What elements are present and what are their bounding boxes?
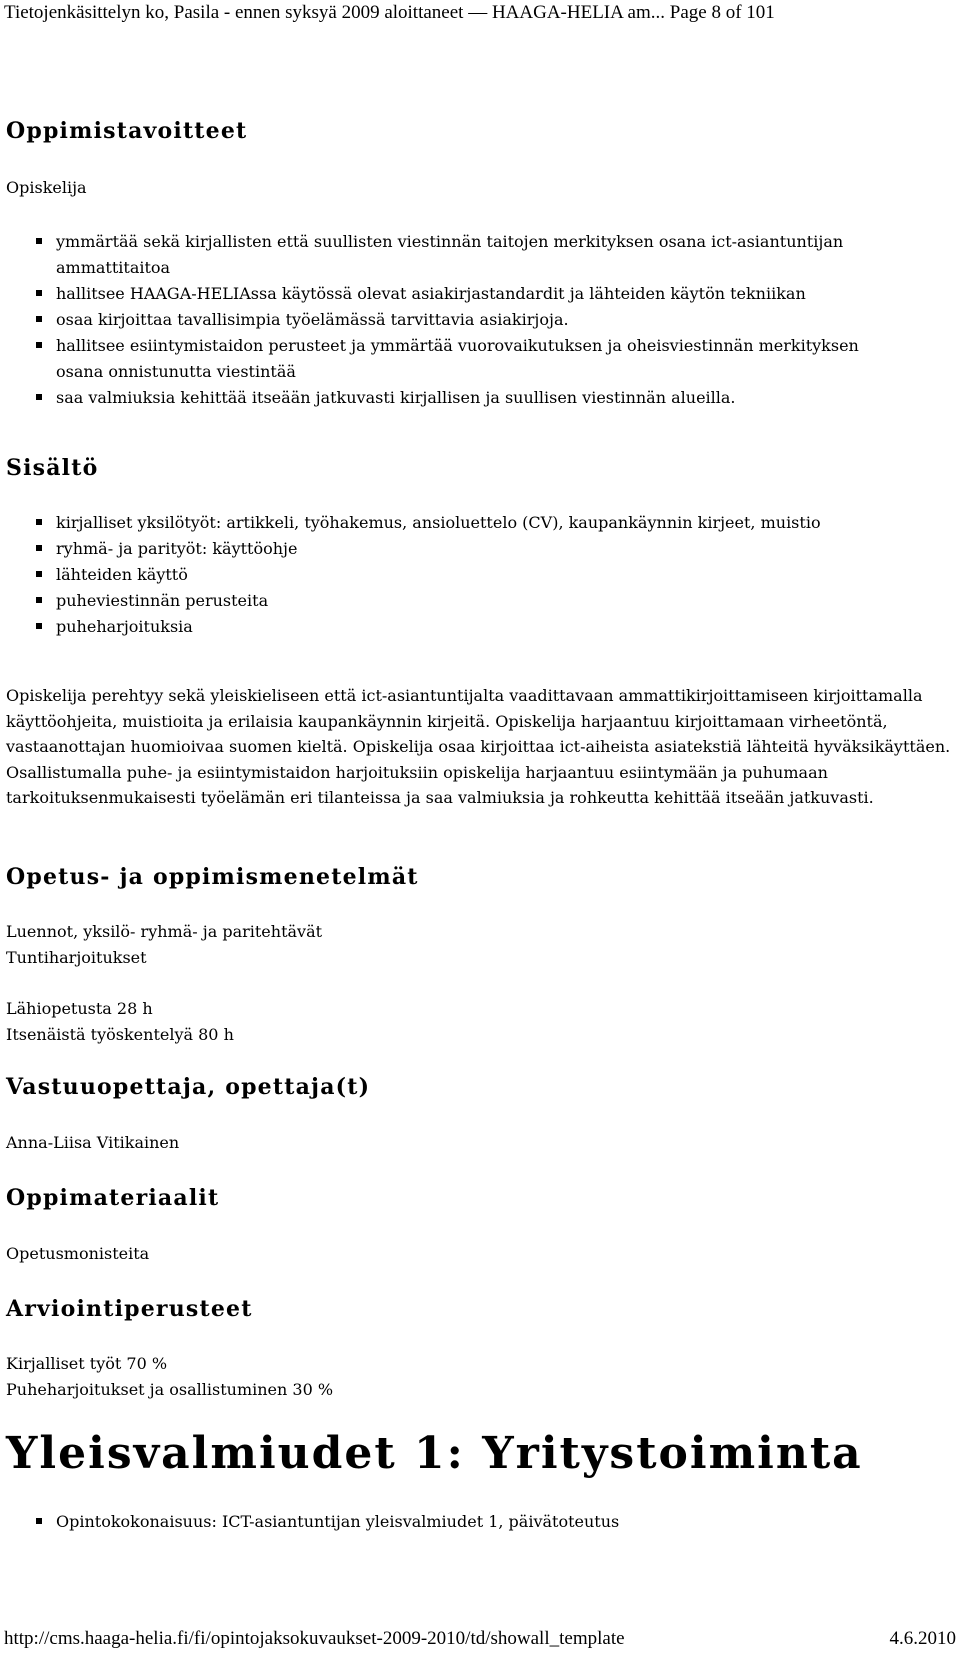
list-item: lähteiden käyttö [6,562,911,588]
list-item: hallitsee esiintymistaidon perusteet ja ymmärtää vuorovaikutuksen ja oheisviestinnän merkityksen osana onnistunutta viestintää [6,333,911,385]
list-item: puheharjoituksia [6,614,911,640]
page-footer [4,1628,956,1650]
list-item: hallitsee HAAGA-HELIAssa käytössä olevat asiakirjastandardit ja lähteiden käytön tekniikan [6,281,911,307]
objectives-intro: Opiskelija [6,178,87,197]
methods-line-3: Lähiopetusta 28 h [6,999,153,1018]
assessment-heading: Arviointiperusteet [6,1296,253,1322]
course-title: Yleisvalmiudet 1: Yritystoiminta [6,1428,863,1479]
methods-line-4: Itsenäistä työskentelyä 80 h [6,1025,234,1044]
footer-date: 4.6.2010 [889,1628,956,1649]
teacher-heading: Vastuuopettaja, opettaja(t) [6,1074,371,1100]
content-list [6,510,911,640]
hours-text [6,996,234,1048]
course-list [6,1509,911,1535]
methods-text [6,919,322,971]
objectives-list [6,229,911,411]
list-item: puheviestinnän perusteita [6,588,911,614]
content-paragraph: Opiskelija perehtyy sekä yleiskieliseen että ict-asiantuntijalta vaadittavaan ammattikirjoittamiseen kirjoittamalla käyttöohjeita, muistioita ja erilaisia kaupankäynnin kirjeitä. Opiskelija harjaantuu kirjoittamaan virheetöntä, vastaanottajan huomioivaa suomen kieltä. Opiskelija osaa kirjoittaa ict-aiheista asiatekstiä lähteitä hyväksikäyttäen. Osallistumalla puhe- ja esiintymistaidon harjoituksiin opiskelija harjaantuu esiintymään ja puhumaan tarkoituksenmukaisesti työelämän eri tilanteissa ja saa valmiuksia ja rohkeutta kehittää itseään jatkuvasti. [6,686,951,807]
materials-text: Opetusmonisteita [6,1244,150,1263]
assessment-line-2: Puheharjoitukset ja osallistuminen 30 % [6,1380,334,1399]
methods-heading: Opetus- ja oppimismenetelmät [6,864,419,890]
list-item: kirjalliset yksilötyöt: artikkeli, työhakemus, ansioluettelo (CV), kaupankäynnin kirjeet, muistio [6,510,911,536]
teacher-name: Anna-Liisa Vitikainen [6,1133,180,1152]
list-item: ymmärtää sekä kirjallisten että suullisten viestinnän taitojen merkityksen osana ict-asiantuntijan ammattitaitoa [6,229,911,281]
assessment-line-1: Kirjalliset työt 70 % [6,1354,168,1373]
list-item: Opintokokonaisuus: ICT-asiantuntijan yleisvalmiudet 1, päivätoteutus [6,1509,911,1535]
page-header: Tietojenkäsittelyn ko, Pasila - ennen syksyä 2009 aloittaneet — HAAGA-HELIA am... Page 8 of 101 [4,2,775,23]
list-item: osaa kirjoittaa tavallisimpia työelämässä tarvittavia asiakirjoja. [6,307,911,333]
content-heading: Sisältö [6,455,99,481]
assessment-text [6,1351,333,1403]
list-item: saa valmiuksia kehittää itseään jatkuvasti kirjallisen ja suullisen viestinnän alueilla. [6,385,911,411]
materials-heading: Oppimateriaalit [6,1185,220,1211]
list-item: ryhmä- ja parityöt: käyttöohje [6,536,911,562]
footer-url: http://cms.haaga-helia.fi/fi/opintojaksokuvaukset-2009-2010/td/showall_template [4,1628,625,1649]
objectives-heading: Oppimistavoitteet [6,118,248,144]
methods-line-2: Tuntiharjoitukset [6,948,147,967]
methods-line-1: Luennot, yksilö- ryhmä- ja paritehtävät [6,922,323,941]
